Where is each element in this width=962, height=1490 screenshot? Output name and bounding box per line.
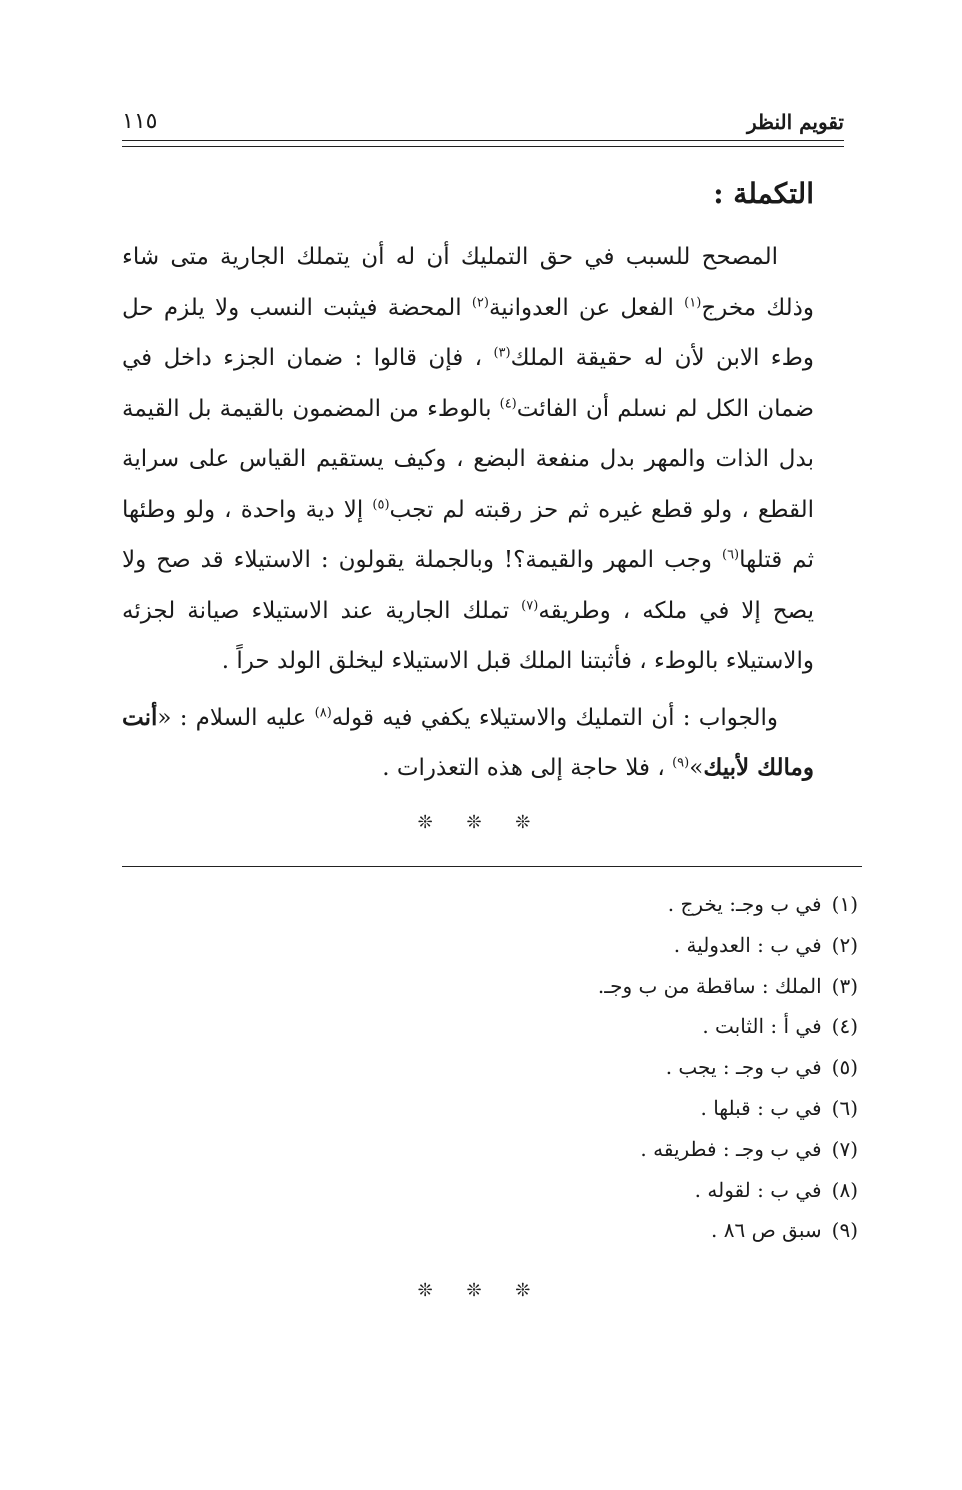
hadith-quote: أنت ومالك لأبيك [122, 703, 814, 781]
paragraph-2 [122, 693, 814, 794]
footnote-number: (٦) [831, 1095, 858, 1120]
paragraph-1-text: وجب المهر والقيمة؟! وبالجملة يقولون : الاستيلاء قد صح ولا يصح إلا في ملكه ، وطريقه [122, 547, 815, 624]
paragraph-1 [122, 232, 814, 687]
paragraph-2-text: عليه السلام : « [157, 704, 315, 731]
footnote-ref-6: (٦) [721, 547, 740, 563]
end-separator-stars: ❊ ❊ ❊ [417, 1280, 545, 1301]
paragraph-2-text: » [689, 755, 704, 781]
footnote-number: (٩) [831, 1218, 858, 1243]
header-rule-thin [122, 146, 844, 147]
footnote-text: في ب وجـ : فطريقه . [640, 1136, 822, 1161]
footnote-text: في ب : قبلها . [700, 1095, 822, 1120]
paragraph-1-text: ، فإن قالوا : ضمان الجزء داخل في ضمان الكل لم نسلم أن الفائت [122, 345, 814, 422]
footnote-number: (٣) [831, 973, 858, 998]
footnote-number: (٥) [831, 1055, 858, 1080]
paragraph-1-text: المصحح للسبب في حق التمليك أن له أن يتملك الجارية متى شاء وذلك مخرج [122, 244, 814, 321]
footnote-text: في ب : لقوله . [694, 1177, 822, 1202]
section-heading: التكملة : [713, 177, 814, 210]
paragraph-2-text: والجواب : أن التمليك والاستيلاء يكفي فيه قوله [331, 704, 778, 731]
paragraph-1-text: إلا دية واحدة ، ولو وطئها ثم قتلها [122, 496, 814, 573]
footnote-ref-3: (٣) [493, 345, 511, 361]
footnote-number: (٨) [831, 1177, 858, 1202]
footnote-number: (٧) [831, 1136, 858, 1161]
footnote-item [358, 1006, 858, 1047]
footnote-ref-4: (٤) [499, 395, 517, 411]
footnote-item [358, 925, 858, 966]
paragraph-1-text: المحضة فيثبت النسب ولا يلزم حل وطء الابن لأن له حقيقة الملك [122, 294, 814, 371]
footnote-item [358, 884, 858, 925]
header-rule-thick [122, 140, 844, 141]
main-text [122, 232, 814, 794]
footnote-item [358, 1170, 858, 1211]
paragraph-2-text: ، فلا حاجة إلى هذه التعذرات . [382, 755, 673, 781]
footnote-ref-9: (٩) [672, 755, 690, 771]
footnote-text: سبق ص ٨٦ . [711, 1218, 822, 1243]
footnote-number: (٢) [831, 932, 858, 957]
footnote-number: (٤) [831, 1014, 858, 1039]
page-header [122, 100, 844, 134]
footnote-text: في أ : الثابت . [702, 1014, 822, 1039]
page-number: ١١٥ [122, 109, 158, 134]
footnote-separator-rule [122, 866, 862, 867]
footnote-text: الملك : ساقطة من ب وجـ. [597, 973, 822, 998]
footnote-ref-5: (٥) [372, 496, 390, 512]
footnote-item [358, 966, 858, 1007]
footnote-ref-2: (٢) [471, 294, 489, 310]
footnote-ref-7: (٧) [521, 597, 539, 613]
footnote-ref-1: (١) [684, 294, 702, 310]
footnotes [358, 884, 858, 1251]
footnote-item [358, 1047, 858, 1088]
paragraph-1-text: الفعل عن العدوانية [488, 294, 685, 321]
section-separator-stars: ❊ ❊ ❊ [417, 812, 545, 833]
paragraph-1-text: بالوطء من المضمون بالقيمة بل القيمة بدل الذات والمهر بدل منفعة البضع ، وكيف يستقيم القياس على سراية القطع ، ولو قطع غيره ثم حز رقبته لم تجب [122, 395, 814, 523]
footnote-text: في ب : العدولية . [673, 932, 822, 957]
running-title: تقويم النظر [747, 110, 844, 134]
footnote-text: في ب وجـ: يخرج . [667, 892, 822, 916]
footnote-ref-8: (٨) [314, 704, 332, 720]
footnote-item [358, 1129, 858, 1170]
footnote-text: في ب وجـ : يجب . [665, 1055, 822, 1080]
footnote-item [358, 1210, 858, 1251]
footnote-item [358, 1088, 858, 1129]
paragraph-1-text: تملك الجارية عند الاستيلاء صيانة لجزئه والاستيلاء بالوطء ، فأثبتنا الملك قبل الاستيلاء ليخلق الولد حراً . [122, 597, 814, 674]
footnote-number: (١) [831, 892, 858, 916]
